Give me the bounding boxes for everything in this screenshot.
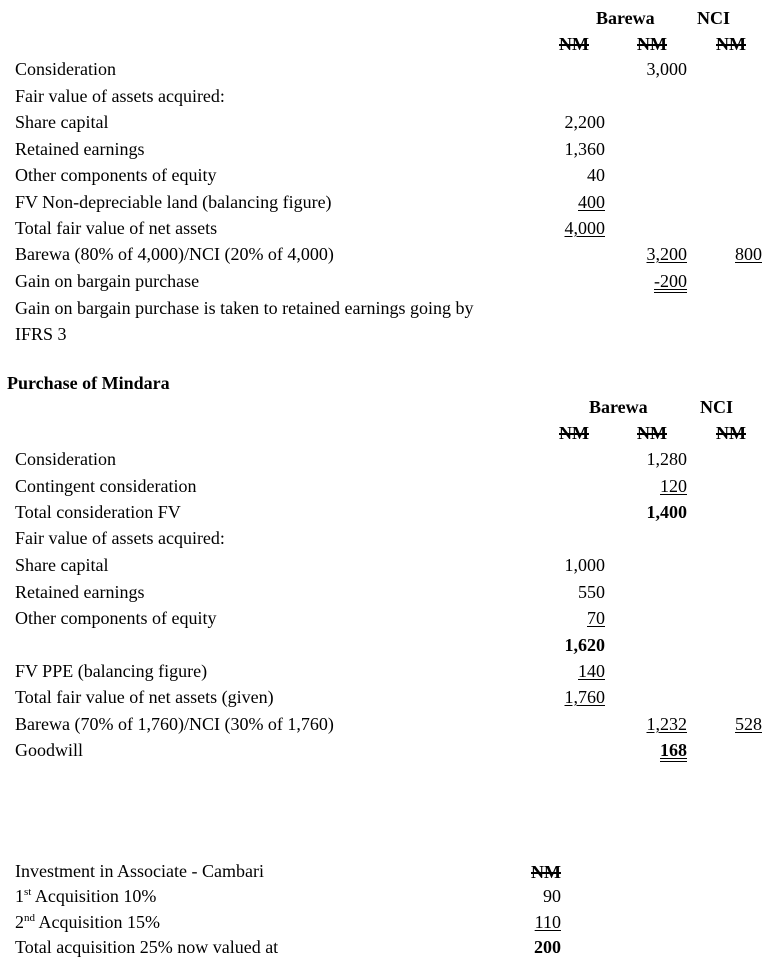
row-label: Consideration: [15, 449, 116, 469]
row-label: Other components of equity: [15, 608, 217, 628]
row-label: Consideration: [15, 59, 116, 79]
row-label: Other components of equity: [15, 165, 217, 185]
section-title: Purchase of Mindara: [7, 373, 170, 393]
row-value: 4,000: [564, 218, 605, 238]
row-label: FV Non-depreciable land (balancing figure): [15, 192, 332, 212]
ordinal: 2: [15, 912, 24, 932]
row-value: 1,360: [564, 139, 605, 159]
row-value: 1,280: [646, 449, 687, 469]
col-header-nci: NCI: [700, 397, 734, 417]
row-label: FV PPE (balancing figure): [15, 661, 208, 681]
row-value: 400: [578, 192, 605, 212]
row-label: Contingent consideration: [15, 476, 197, 496]
acquisition-label: Acquisition 15%: [35, 912, 160, 932]
row-label: Total fair value of net assets (given): [15, 687, 274, 707]
row-label: Goodwill: [15, 740, 84, 760]
unit-header: NM: [637, 423, 667, 443]
unit-header: NM: [559, 423, 589, 443]
row-value: 70: [587, 608, 605, 628]
row-label: Retained earnings: [15, 582, 145, 602]
total-value: 200: [534, 937, 561, 957]
row-value: 90: [543, 886, 561, 906]
ordinal-suffix: st: [24, 886, 32, 898]
row-value: 550: [578, 582, 605, 602]
row-value: 1,760: [564, 687, 605, 707]
row-value: 120: [660, 476, 687, 496]
acquisition-label: Acquisition 10%: [31, 886, 157, 906]
subtotal-value: 1,620: [564, 635, 605, 655]
note-text: Gain on bargain purchase is taken to retained earnings going by: [15, 298, 474, 318]
row-label: Retained earnings: [15, 139, 145, 159]
row-heading: Fair value of assets acquired:: [15, 528, 225, 548]
row-value: -200: [654, 271, 687, 291]
ordinal: 1: [15, 886, 24, 906]
ordinal-suffix: nd: [24, 912, 35, 924]
goodwill-value: 168: [660, 740, 687, 760]
row-label: Total consideration FV: [15, 502, 181, 522]
col-header-barewa: Barewa: [589, 397, 648, 417]
unit-header: NM: [531, 862, 561, 882]
row-value-barewa: 3,200: [646, 244, 687, 264]
row-value: 1,400: [646, 502, 687, 522]
row-label: Barewa (80% of 4,000)/NCI (20% of 4,000): [15, 244, 334, 264]
row-label: Total fair value of net assets: [15, 218, 218, 238]
unit-header: NM: [716, 34, 746, 54]
row-label: Total acquisition 25% now valued at: [15, 937, 279, 957]
note-text: IFRS 3: [15, 324, 67, 344]
section-title: Investment in Associate - Cambari: [15, 861, 264, 881]
row-label: Share capital: [15, 112, 109, 132]
row-label: Share capital: [15, 555, 109, 575]
row-label: Gain on bargain purchase: [15, 271, 200, 291]
row-value: 110: [534, 912, 561, 932]
row-value: 1,000: [564, 555, 605, 575]
row-label: [15, 911, 160, 933]
col-header-barewa: Barewa: [596, 8, 655, 28]
col-header-nci: NCI: [697, 8, 731, 28]
row-value: 3,000: [646, 59, 687, 79]
row-value-nci: 800: [735, 244, 762, 264]
row-heading: Fair value of assets acquired:: [15, 86, 225, 106]
unit-header: NM: [637, 34, 667, 54]
row-value-nci: 528: [735, 714, 762, 734]
row-label: [15, 885, 156, 907]
row-value-barewa: 1,232: [646, 714, 687, 734]
row-value: 40: [587, 165, 605, 185]
unit-header: NM: [559, 34, 589, 54]
row-value: 140: [578, 661, 605, 681]
row-label: Barewa (70% of 1,760)/NCI (30% of 1,760): [15, 714, 334, 734]
unit-header: NM: [716, 423, 746, 443]
row-value: 2,200: [564, 112, 605, 132]
